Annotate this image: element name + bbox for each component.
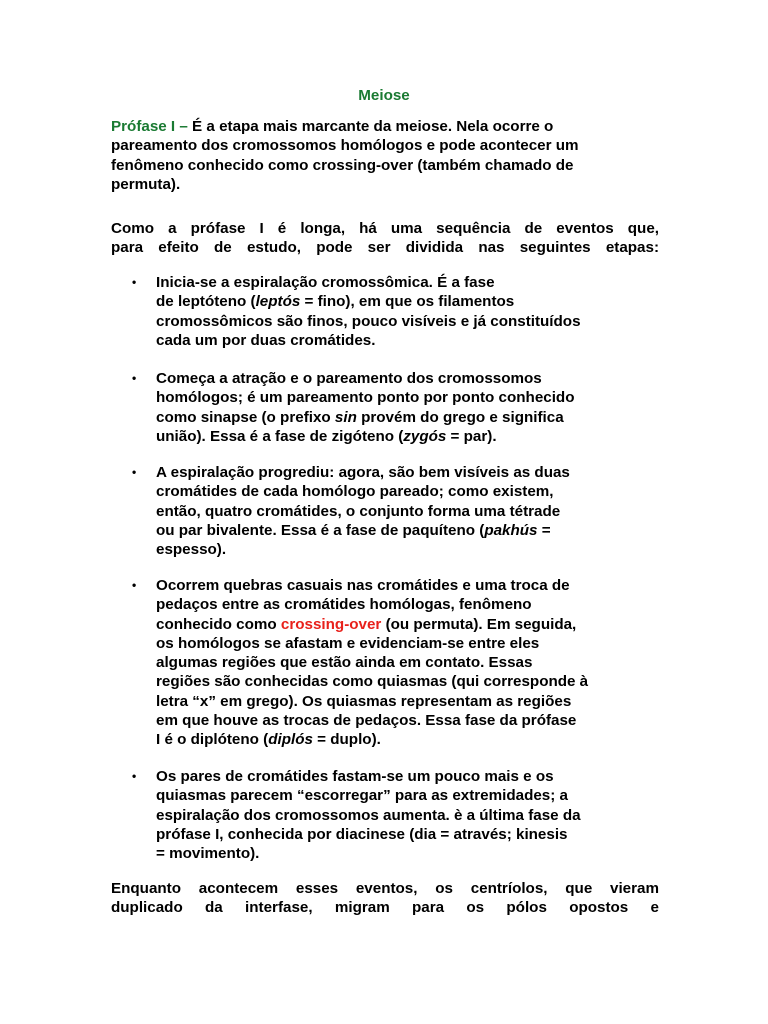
item-line: cromátides de cada homólogo pareado; como existem, [156, 483, 554, 501]
item-line: espesso). [156, 541, 227, 559]
item-text: ou par bivalente. Essa é a fase de paquíteno ( [156, 521, 485, 539]
item-text: = [537, 521, 551, 539]
item-text: I é o diplóteno ( [156, 731, 269, 749]
item-line: Começa a atração e o pareamento dos cromossomos [156, 370, 542, 387]
crossing-over-term: crossing-over [280, 615, 382, 633]
item-line [156, 521, 660, 540]
closing-line-2: duplicado da interfase, migram para os pólos opostos e [111, 899, 659, 917]
item-text: = duplo). [312, 731, 381, 749]
intro-line-4: permuta). [111, 175, 181, 193]
bullet-icon: • [132, 578, 137, 592]
page-title: Meiose [358, 87, 410, 104]
overview-line-2: para efeito de estudo, pode ser dividida nas seguintes etapas: [111, 239, 659, 257]
overview-line-1: Como a prófase I é longa, há uma sequência de eventos que, [111, 220, 659, 237]
bullet-icon: • [132, 465, 137, 479]
closing-paragraph [111, 879, 659, 918]
intro-line-3: fenômeno conhecido como crossing-over (também chamado de [111, 156, 574, 174]
item-line: cada um por duas cromátides. [156, 331, 376, 349]
item-line: Os pares de cromátides fastam-se um pouco mais e os [156, 768, 554, 785]
bullet-icon: • [132, 769, 137, 783]
item-line: cromossômicos são finos, pouco visíveis e já constituídos [156, 312, 581, 330]
item-line [156, 427, 660, 446]
item-text: de leptóteno ( [156, 293, 256, 311]
item-line: quiasmas parecem “escorregar” para as extremidades; a [156, 787, 568, 805]
intro-line-1: É a etapa mais marcante da meiose. Nela ocorre o [192, 118, 554, 135]
overview-paragraph [111, 219, 659, 258]
item-line: algumas regiões que estão ainda em contato. Essas [156, 654, 533, 672]
item-text: (ou permuta). Em seguida, [381, 615, 577, 633]
item-text: conhecido como [156, 615, 281, 633]
item-line: = movimento). [156, 845, 260, 863]
item-text: união). Essa é a fase de zigóteno ( [156, 427, 404, 445]
item-line: prófase I, conhecida por diacinese (dia = através; kinesis [156, 825, 568, 843]
item-line [156, 615, 660, 634]
item-line: espiralação dos cromossomos aumenta. è a última fase da [156, 806, 581, 824]
item-line: regiões são conhecidas como quiasmas (qui corresponde à [156, 673, 589, 691]
item-line: A espiralação progrediu: agora, são bem visíveis as duas [156, 464, 570, 481]
intro-label: Prófase I – [111, 118, 193, 135]
intro-paragraph [111, 117, 659, 194]
item-line: em que houve as trocas de pedaços. Essa fase da prófase [156, 712, 577, 730]
item-line [156, 730, 660, 749]
intro-line-2: pareamento dos cromossomos homólogos e pode acontecer um [111, 137, 579, 155]
greek-term: sin [334, 408, 357, 426]
item-line: Inicia-se a espiralação cromossômica. É a fase [156, 274, 495, 291]
item-line: então, quatro cromátides, o conjunto forma uma tétrade [156, 502, 561, 520]
greek-term: diplós [268, 731, 313, 749]
item-text: como sinapse (o prefixo [156, 408, 335, 426]
item-line [156, 292, 660, 311]
bullet-icon: • [132, 275, 137, 289]
item-text: = fino), em que os filamentos [300, 293, 515, 311]
bullet-icon: • [132, 371, 137, 385]
closing-line-1: Enquanto acontecem esses eventos, os centríolos, que vieram [111, 880, 659, 897]
item-line: pedaços entre as cromátides homólogas, fenômeno [156, 596, 532, 614]
greek-term: leptós [255, 293, 301, 311]
item-text: provém do grego e significa [356, 408, 564, 426]
item-line: homólogos; é um pareamento ponto por ponto conhecido [156, 389, 575, 407]
greek-term: pakhús [484, 521, 538, 539]
item-line: os homólogos se afastam e evidenciam-se entre eles [156, 634, 540, 652]
item-line [156, 408, 660, 427]
item-line: Ocorrem quebras casuais nas cromátides e uma troca de [156, 577, 570, 594]
item-text: = par). [446, 427, 497, 445]
greek-term: zygós [403, 427, 447, 445]
item-line: letra “x” em grego). Os quiasmas representam as regiões [156, 692, 572, 710]
